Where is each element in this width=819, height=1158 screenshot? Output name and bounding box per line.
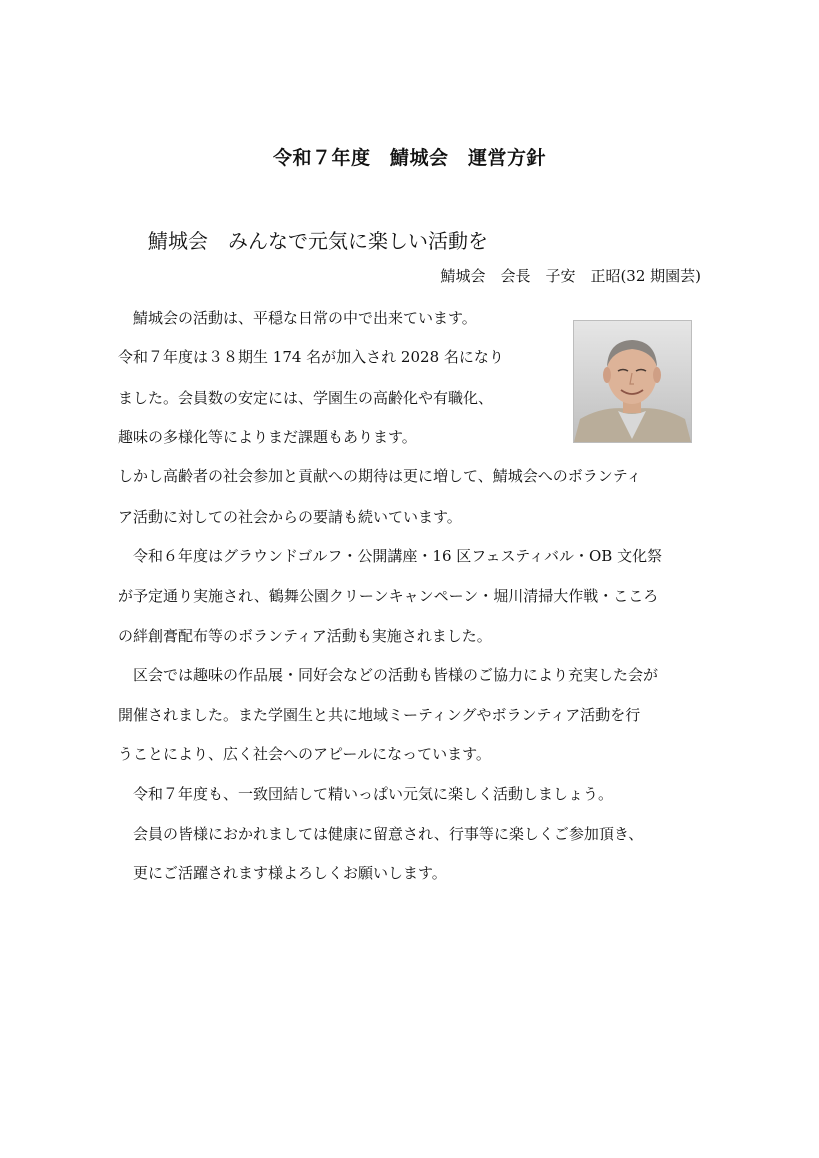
body-line: 趣味の多様化等によりまだ課題もあります。	[118, 428, 417, 446]
page-title: 令和７年度 鯖城会 運営方針	[272, 147, 546, 169]
body-line: ました。会員数の安定には、学園生の高齢化や有職化、	[118, 389, 494, 407]
body-line: ア活動に対しての社会からの要請も続いています。	[118, 508, 462, 526]
body-line: しかし高齢者の社会参加と貢献への期待は更に増して、鯖城会へのボランティ	[118, 467, 642, 485]
body-line: 令和６年度はグラウンドゴルフ・公開講座・16 区フェスティバル・OB 文化祭	[118, 547, 663, 565]
body-line: の絆創膏配布等のボランティア活動も実施されました。	[118, 627, 492, 645]
body-line: 開催されました。また学園生と共に地域ミーティングやボランティア活動を行	[118, 706, 641, 724]
body-line: 令和７年度も、一致団結して精いっぱい元気に楽しく活動しましょう。	[118, 785, 614, 803]
body-line: うことにより、広く社会へのアピールになっています。	[118, 745, 491, 763]
body-line: が予定通り実施され、鶴舞公園クリーンキャンペーン・堀川清掃大作戦・こころ	[118, 587, 659, 605]
subtitle: 鯖城会 みんなで元気に楽しい活動を	[148, 229, 488, 253]
body-line: 更にご活躍されます様よろしくお願いします。	[118, 864, 447, 882]
author-line: 鯖城会 会長 子安 正昭(32 期園芸)	[440, 267, 701, 285]
body-line: 会員の皆様におかれましては健康に留意され、行事等に楽しくご参加頂き、	[118, 825, 644, 843]
body-line: 区会では趣味の作品展・同好会などの活動も皆様のご協力により充実した会が	[118, 666, 659, 684]
portrait-photo	[573, 320, 692, 443]
body-line: 鯖城会の活動は、平穏な日常の中で出来ています。	[118, 309, 477, 327]
body-line: 令和７年度は３８期生 174 名が加入され 2028 名になり	[118, 348, 504, 366]
